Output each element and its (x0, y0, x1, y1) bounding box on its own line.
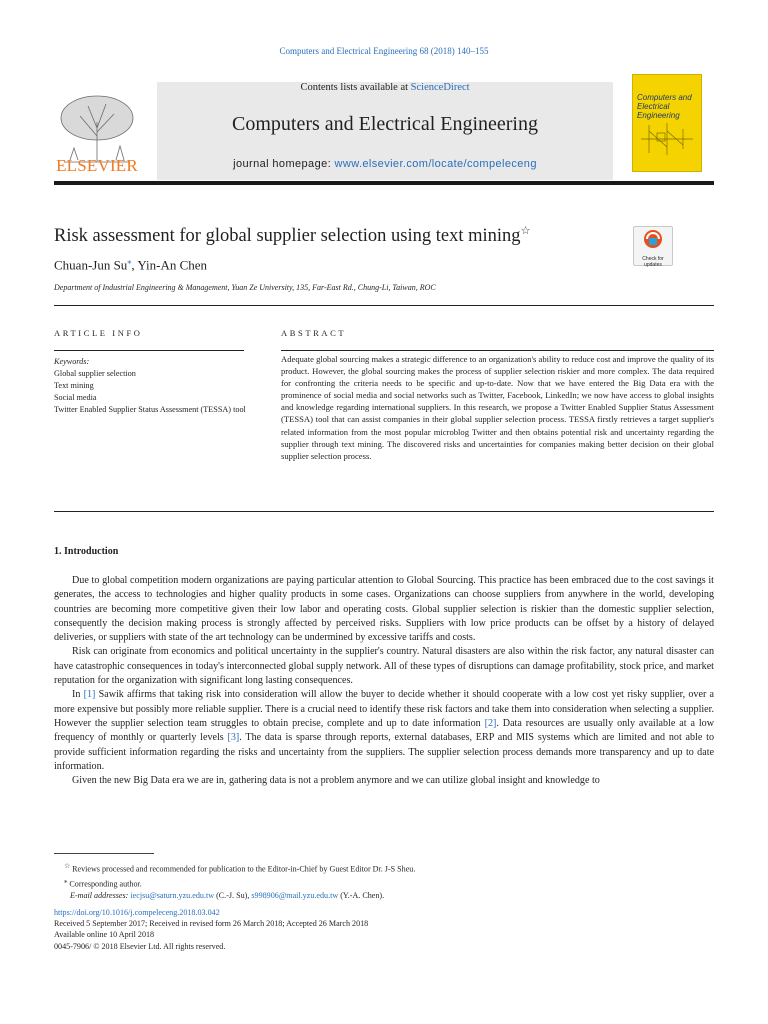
affiliation: Department of Industrial Engineering & Management, Yuan Ze University, 135, Far-East Rd., Chung-Li, Taiwan, ROC (54, 283, 436, 292)
keywords-block (54, 356, 254, 416)
author-list (54, 257, 207, 273)
paragraph: Given the new Big Data era we are in, gathering data is not a problem anymore and we can utilize global insight and knowledge to (72, 775, 600, 787)
check-updates-label: Check for updates (642, 256, 664, 268)
divider (54, 305, 714, 306)
email-footnote (54, 890, 714, 902)
article-title (54, 224, 530, 247)
footnote-mark: ⁎ (64, 877, 68, 885)
author-1[interactable]: Chuan-Jun Su (54, 257, 128, 273)
paragraph: Risk can originate from economics and political uncertainty in the supplier's country. Natural disasters are also within the risk factor, any natural disaster can have catastrophic consequences in today's interconnected global supply network. All of these types of disruptions can damage profitability, stock price, and market reputation for the organization with significant long lasting consequences. (54, 646, 714, 687)
title-text: Risk assessment for global supplier selection using text mining (54, 226, 521, 247)
footnote-text: Corresponding author. (67, 879, 142, 889)
reference-link[interactable]: [3] (227, 732, 240, 744)
paragraph: Due to global competition modern organizations are paying particular attention to Global Sourcing. This practice has been embraced due to the cost savings it generates, the access to technologies and higher quality products in some cases. Organizations can choose suppliers from anywhere in the world, developing countries are becoming more competitive given their low labor and operating costs. Global supplier selection is riskier than the domestic supplier selection, consequently the decision making process is strongly affected by perceived risks. Suppliers with low price products can be offset by a history of delayed deliveries, or suppliers with state of the art technology can be undermined by excessive tariffs and costs. (54, 575, 714, 644)
publication-info (54, 907, 554, 952)
email-owner: (Y.-A. Chen). (338, 891, 385, 901)
doi-link[interactable]: https://doi.org/10.1016/j.compeleceng.2018.03.042 (54, 908, 220, 917)
footnote-mark: ☆ (64, 863, 71, 870)
paragraph (54, 688, 714, 774)
footnotes (54, 861, 714, 902)
section-heading: 1. Introduction (54, 546, 119, 557)
reference-link[interactable]: [2] (484, 717, 497, 729)
footnote-rule (54, 853, 154, 854)
contents-line (157, 82, 613, 93)
reference-link[interactable]: [1] (83, 689, 96, 701)
journal-title: Computers and Electrical Engineering (231, 113, 538, 135)
text-run: . The data is sparse through reports, external databases, ERP and MIS systems which are limited and not able to provide sufficient information regarding the risks and uncertainty from the suppliers. The supplier selection process demands more transparency and up to date information. (54, 732, 714, 772)
footnote (54, 876, 714, 891)
footnote (54, 861, 714, 876)
keyword-item: Global supplier selection (54, 369, 136, 378)
email-link[interactable]: s998906@mail.yzu.edu.tw (251, 891, 339, 901)
abstract-text: Adequate global sourcing makes a strategic difference to an organization's ability to reduce cost and improve the quality of its product. However, the global sourcing makes the process of supplier selection riskier and more complex. The data required for confronting the criteria needs to be specific and up-to-date. Now that we have entered the Big Data era with the prominence of social media and social networks such as Twitter, Facebook, LinkedIn; we now have access to global insights and knowledge regarding international suppliers. In this research, we propose a Twitter Enabled Supplier Status Assessment (TESSA) tool that can assist companies in their global supplier selection process. TESSA firstly retrieves a target supplier's related information from the most popular microblog Twitter and then obtains potential risk and uncertainty regarding the supplier through text mining. The discovered risks and uncertainties for companies making better decision on their global supplier selection process. (281, 354, 714, 461)
text-run: . Data resources are usually only available at a low frequency of monthly or quarterly levels (54, 717, 714, 744)
article-info-heading: ARTICLE INFO (54, 328, 143, 338)
contents-prefix: Contents lists available at (300, 82, 411, 93)
divider (54, 511, 714, 512)
email-owner: (C.-J. Su), (214, 891, 252, 901)
header-rule (54, 181, 714, 185)
introduction-body (54, 574, 714, 788)
check-updates-icon (634, 227, 672, 251)
cover-circuit-graphic (639, 119, 695, 159)
keyword-item: Social media (54, 393, 97, 402)
author-separator: , (131, 257, 138, 273)
author-2[interactable]: Yin-An Chen (137, 257, 208, 273)
sciencedirect-link[interactable]: ScienceDirect (410, 82, 470, 93)
cover-title: Computers and Electrical Engineering (637, 93, 692, 120)
homepage-link[interactable]: www.elsevier.com/locate/compeleceng (334, 158, 537, 170)
text-run: In (72, 689, 84, 701)
divider (281, 350, 714, 351)
corresponding-mark[interactable]: ⁎ (127, 257, 132, 266)
text-run: Sawik affirms that taking risk into consideration will allow the buyer to decide whether it should cooperate with a low cost yet risky supplier, over a more expensive but possibly more reliable supplier. There is a crucial need to identify these risk factors and take them into consideration when selecting a supplier. However the supplier selection team struggles to obtain precise, complete and up to date information (54, 689, 714, 729)
email-link[interactable]: iecjsu@saturn.yzu.edu.tw (130, 891, 215, 901)
check-for-updates-badge[interactable] (633, 226, 673, 266)
journal-homepage (157, 158, 613, 170)
keyword-item: Text mining (54, 381, 94, 390)
email-label: E-mail addresses: (70, 891, 131, 901)
homepage-prefix: journal homepage: (233, 158, 335, 170)
publisher-name: ELSEVIER (56, 156, 138, 175)
copyright: 0045-7906/ © 2018 Elsevier Ltd. All rights reserved. (54, 941, 226, 951)
abstract-heading: ABSTRACT (281, 328, 347, 338)
keyword-item: Twitter Enabled Supplier Status Assessment (TESSA) tool (54, 405, 246, 414)
divider (54, 350, 244, 351)
journal-cover-image[interactable] (632, 74, 702, 172)
received-dates: Received 5 September 2017; Received in revised form 26 March 2018; Accepted 26 March 2018 (54, 919, 369, 929)
title-footnote-mark[interactable]: ☆ (520, 225, 531, 237)
online-date: Available online 10 April 2018 (54, 930, 155, 940)
journal-citation[interactable]: Computers and Electrical Engineering 68 (2018) 140–155 (279, 46, 489, 56)
footnote-text: Reviews processed and recommended for publication to the Editor-in-Chief by Guest Editor Dr. J-S Sheu. (70, 864, 416, 874)
keywords-label: Keywords: (54, 357, 90, 366)
